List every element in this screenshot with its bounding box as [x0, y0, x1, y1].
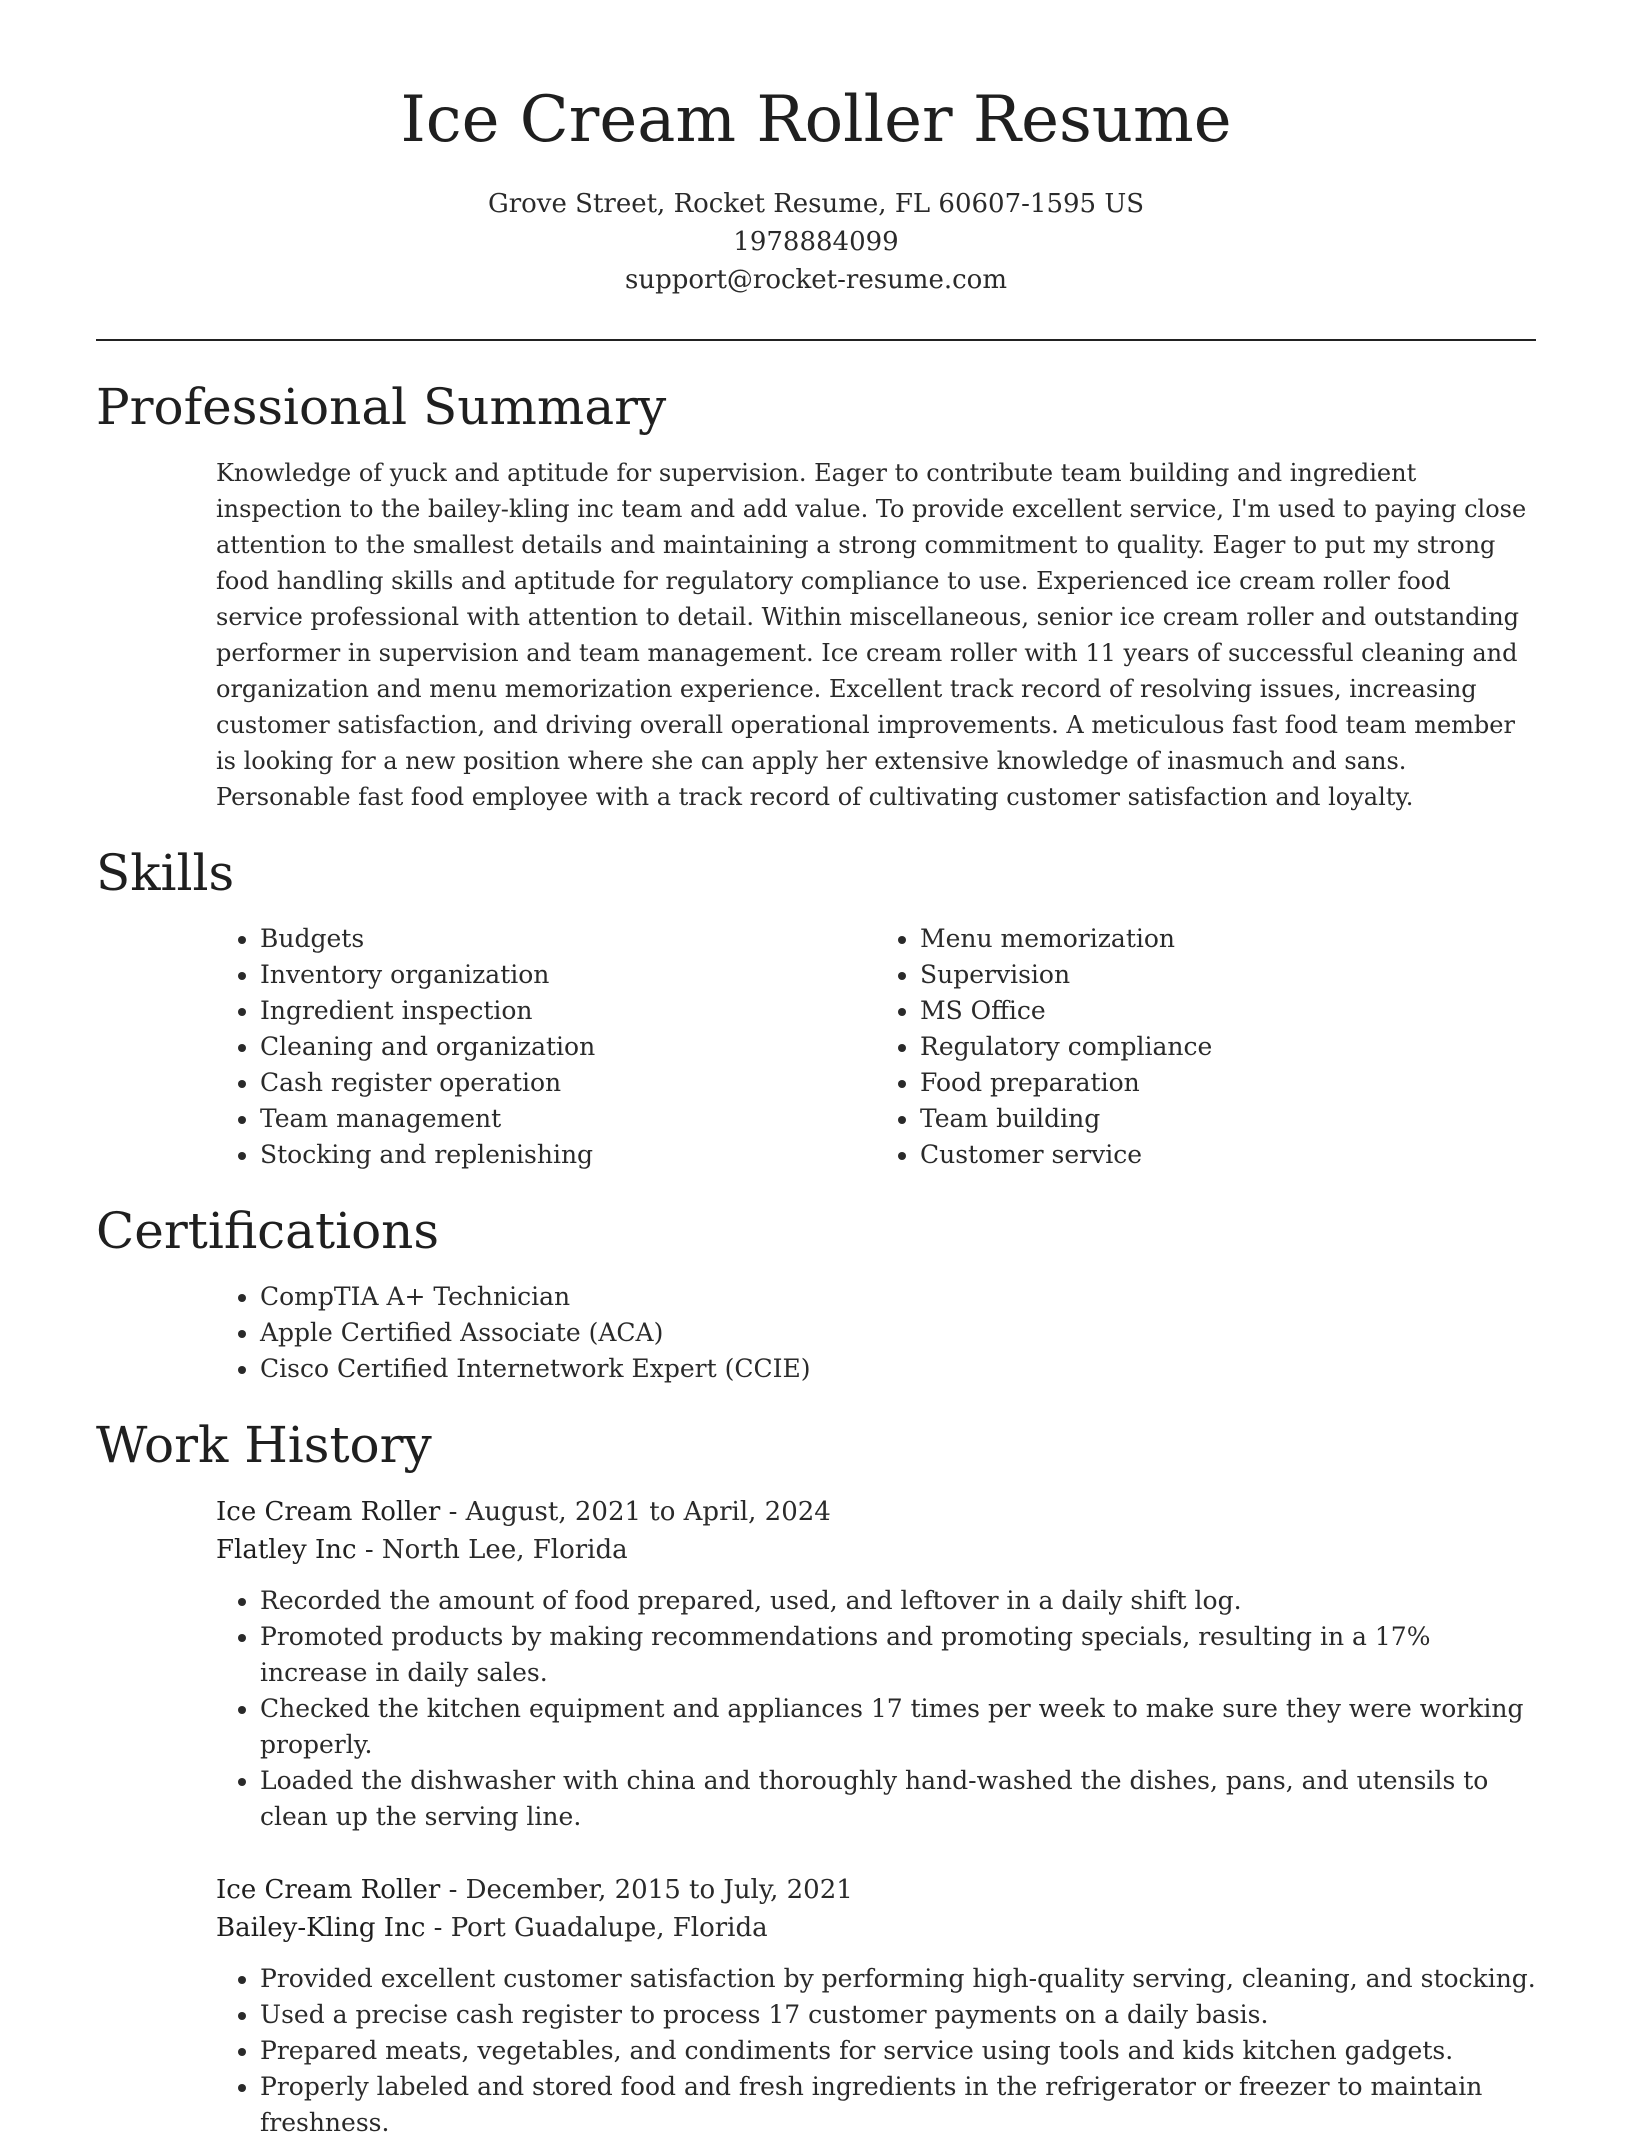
- skills-grid: [216, 921, 1536, 1173]
- job-bullet: • Recorded the amount of food prepared, used, and leftover in a daily shift log.: [260, 1583, 1536, 1619]
- certifications-heading: Certifications: [96, 1201, 440, 1260]
- job-entry: [216, 1493, 1536, 1835]
- job-bullets: [216, 1583, 1536, 1835]
- skill-item: • Stocking and replenishing: [260, 1137, 876, 1173]
- skill-item: • Budgets: [260, 921, 876, 957]
- job-dates: December, 2015 to July, 2021: [465, 1874, 853, 1905]
- job-company: Flatley Inc: [216, 1534, 357, 1565]
- job-separator: -: [448, 1496, 466, 1527]
- job-separator: -: [364, 1534, 382, 1565]
- certifications-list: [216, 1279, 1536, 1387]
- job-role: Ice Cream Roller: [216, 1874, 441, 1905]
- skill-item: • Regulatory compliance: [920, 1029, 1536, 1065]
- job-company-line: [216, 1531, 1536, 1569]
- resume-title: Ice Cream Roller Resume: [400, 83, 1232, 157]
- work-history-section: [96, 1415, 1536, 2141]
- job-bullet: • Used a precise cash register to process 17 customer payments on a daily basis.: [260, 1997, 1536, 2033]
- certification-item: • Cisco Certified Internetwork Expert (CCIE): [260, 1351, 1536, 1387]
- job-bullets: [216, 1961, 1536, 2141]
- skill-item: • Supervision: [920, 957, 1536, 993]
- certifications-section: [96, 1201, 1536, 1387]
- skill-item: • Team building: [920, 1101, 1536, 1137]
- job-bullet: • Properly labeled and stored food and fresh ingredients in the refrigerator or freezer to maintain freshness.: [260, 2069, 1536, 2141]
- job-bullet: • Provided excellent customer satisfaction by performing high-quality serving, cleaning, and stocking.: [260, 1961, 1536, 1997]
- job-role: Ice Cream Roller: [216, 1496, 441, 1527]
- contact-block: [0, 185, 1632, 299]
- summary-section: [96, 377, 1536, 815]
- job-entry: [216, 1871, 1536, 2141]
- job-separator: -: [433, 1912, 451, 1943]
- skill-item: • Cash register operation: [260, 1065, 876, 1101]
- job-separator: -: [448, 1874, 466, 1905]
- contact-address: Grove Street, Rocket Resume, FL 60607-1595 US: [487, 188, 1145, 219]
- skill-item: • MS Office: [920, 993, 1536, 1029]
- skill-item: • Customer service: [920, 1137, 1536, 1173]
- certification-item: • Apple Certified Associate (ACA): [260, 1315, 1536, 1351]
- job-company-line: [216, 1909, 1536, 1947]
- summary-heading: Professional Summary: [96, 377, 667, 436]
- work-history-heading: Work History: [96, 1415, 432, 1474]
- job-title-line: [216, 1871, 1536, 1909]
- job-bullet: • Promoted products by making recommendations and promoting specials, resulting in a 17% increase in daily sales.: [260, 1619, 1536, 1691]
- skills-section: [96, 843, 1536, 1173]
- skill-item: • Menu memorization: [920, 921, 1536, 957]
- resume-header: [0, 0, 1632, 299]
- skill-item: • Ingredient inspection: [260, 993, 876, 1029]
- contact-phone: 1978884099: [733, 226, 899, 257]
- job-title-line: [216, 1493, 1536, 1531]
- contact-email: support@rocket-resume.com: [624, 264, 1007, 295]
- summary-text: Knowledge of yuck and aptitude for supervision. Eager to contribute team building and ingredient inspection to the bailey-kling inc team and add value. To provide excellent service, I'm used to paying close attention to the smallest details and maintaining a strong commitment to quality. Eager to put my strong food handling skills and aptitude for regulatory compliance to use. Experienced ice cream roller food service professional with attention to detail. Within miscellaneous, senior ice cream roller and outstanding performer in supervision and team management. Ice cream roller with 11 years of successful cleaning and organization and menu memorization experience. Excellent track record of resolving issues, increasing customer satisfaction, and driving overall operational improvements. A meticulous fast food team member is looking for a new position where she can apply her extensive knowledge of inasmuch and sans. Personable fast food employee with a track record of cultivating customer satisfaction and loyalty.: [216, 458, 1527, 811]
- job-company: Bailey-Kling Inc: [216, 1912, 426, 1943]
- skills-heading: Skills: [96, 843, 235, 902]
- skills-list-right: [876, 921, 1536, 1173]
- skills-list-left: [216, 921, 876, 1173]
- skill-item: • Inventory organization: [260, 957, 876, 993]
- job-bullet: • Prepared meats, vegetables, and condiments for service using tools and kids kitchen gadgets.: [260, 2033, 1536, 2069]
- job-dates: August, 2021 to April, 2024: [465, 1496, 831, 1527]
- job-location: North Lee, Florida: [381, 1534, 628, 1565]
- skill-item: • Food preparation: [920, 1065, 1536, 1101]
- certification-item: • CompTIA A+ Technician: [260, 1279, 1536, 1315]
- skill-item: • Cleaning and organization: [260, 1029, 876, 1065]
- job-bullet: • Loaded the dishwasher with china and thoroughly hand-washed the dishes, pans, and utensils to clean up the serving line.: [260, 1763, 1536, 1835]
- header-divider: [96, 339, 1536, 341]
- job-location: Port Guadalupe, Florida: [450, 1912, 768, 1943]
- job-bullet: • Checked the kitchen equipment and appliances 17 times per week to make sure they were working properly.: [260, 1691, 1536, 1763]
- skill-item: • Team management: [260, 1101, 876, 1137]
